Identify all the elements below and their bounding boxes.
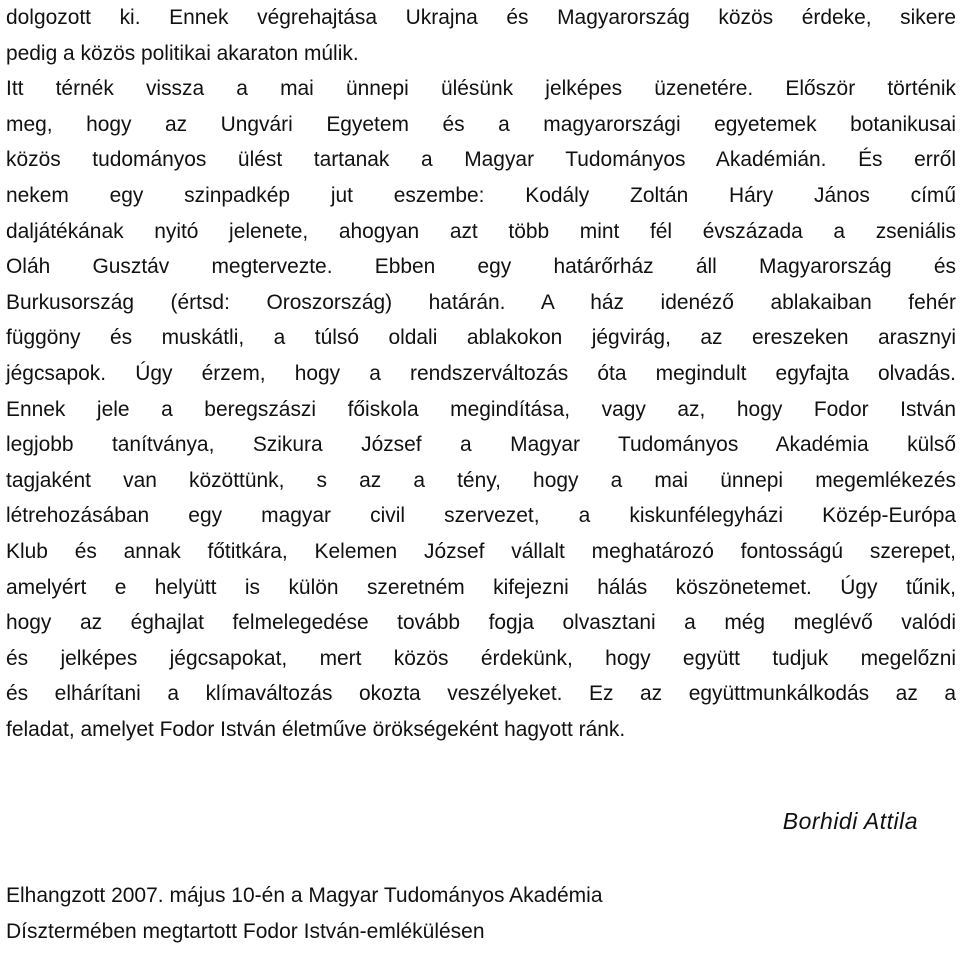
body-line: Itt térnék vissza a mai ünnepi ülésünk jelképes üzenetére. Először történik [6,77,956,101]
body-line: függöny és muskátli, a túlsó oldali ablakokon jégvirág, az ereszeken arasznyi [6,326,956,350]
body-line: pedig a közös politikai akaraton múlik. [6,41,359,65]
body-line: Klub és annak főtitkára, Kelemen József vállalt meghatározó fontosságú szerepet, [6,539,956,563]
body-line: létrehozásában egy magyar civil szervezet, a kiskunfélegyházi Közép-Európa [6,504,956,528]
body-line: Burkusország (értsd: Oroszország) határán. A ház idenéző ablakaiban fehér [6,290,956,314]
body-line: tagjaként van közöttünk, s az a tény, hogy a mai ünnepi megemlékezés [6,468,956,492]
body-line: jégcsapok. Úgy érzem, hogy a rendszerváltozás óta megindult egyfajta olvadás. [6,361,956,385]
body-line: Oláh Gusztáv megtervezte. Ebben egy határőrház áll Magyarország és [6,255,956,279]
author-signature: Borhidi Attila [782,808,918,834]
footnote [6,878,603,950]
body-line: feladat, amelyet Fodor István életműve örökségeként hagyott ránk. [6,717,626,741]
body-line: dolgozott ki. Ennek végrehajtása Ukrajna és Magyarország közös érdeke, sikere [6,6,956,29]
document-page [6,0,956,943]
body-line: daljátékának nyitó jelenete, ahogyan azt több mint fél évszázada a zseniális [6,219,956,243]
body-line: és jelképes jégcsapokat, mert közös érdekünk, hogy együtt tudjuk megelőzni [6,646,956,670]
body-line: meg, hogy az Ungvári Egyetem és a magyarországi egyetemek botanikusai [6,112,956,136]
body-line: és elhárítani a klímaváltozás okozta veszélyeket. Ez az együttmunkálkodás az a [6,682,956,706]
footnote-line: Elhangzott 2007. május 10-én a Magyar Tudományos Akadémia [6,884,603,907]
body-text [6,0,956,747]
body-line: legjobb tanítványa, Szikura József a Magyar Tudományos Akadémia külső [6,433,956,457]
body-line: hogy az éghajlat felmelegedése tovább fogja olvasztani a még meglévő valódi [6,611,956,635]
body-line: amelyért e helyütt is külön szeretném kifejezni hálás köszönetemet. Úgy tűnik, [6,575,956,599]
body-line: közös tudományos ülést tartanak a Magyar Tudományos Akadémián. És erről [6,148,956,172]
body-line: Ennek jele a beregszászi főiskola megindítása, vagy az, hogy Fodor István [6,397,956,421]
footnote-line: Dísztermében megtartott Fodor István-emlékülésen [6,920,485,943]
body-line: nekem egy szinpadkép jut eszembe: Kodály Zoltán Háry János című [6,183,956,207]
